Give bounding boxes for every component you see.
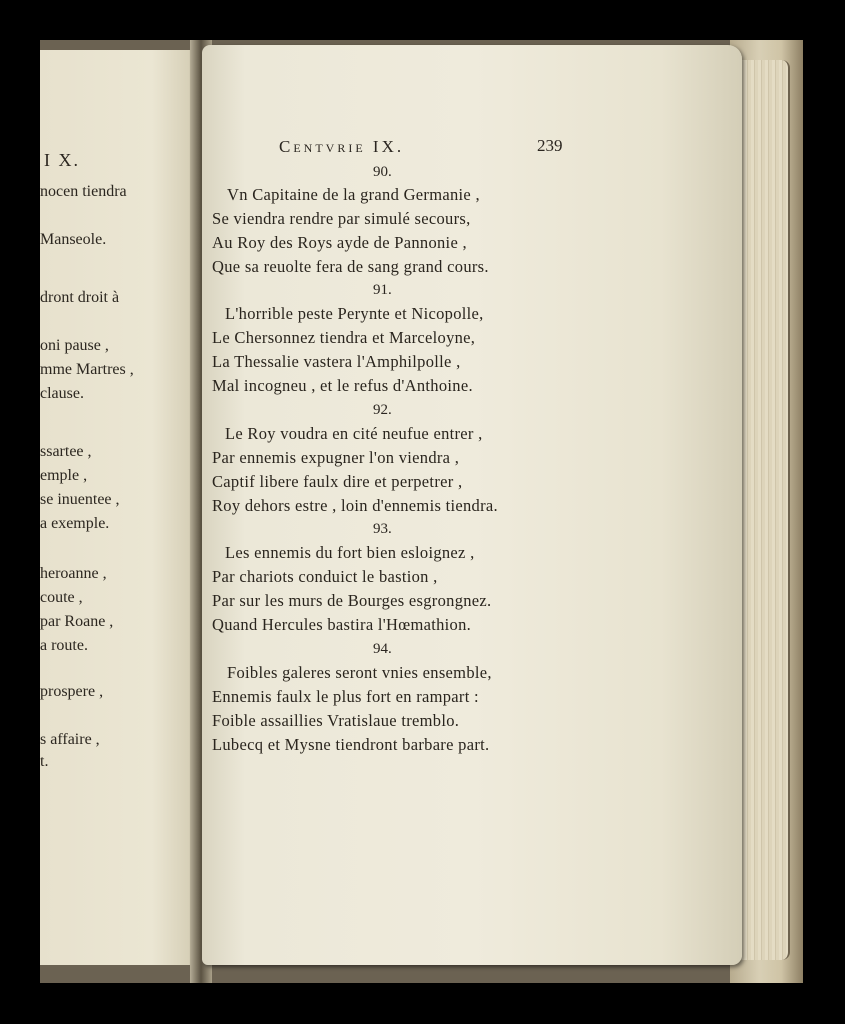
- quatrain-number: 90.: [373, 164, 392, 180]
- verse-line: Foible assaillies Vratislaue tremblo.: [212, 711, 460, 730]
- verse-line: Mal incogneu , et le refus d'Anthoine.: [212, 376, 473, 395]
- left-line: a exemple.: [40, 515, 110, 532]
- quatrain-number: 94.: [373, 641, 392, 657]
- verse-line: Vn Capitaine de la grand Germanie ,: [227, 185, 480, 204]
- page-number: 239: [537, 136, 563, 155]
- verse-line: Quand Hercules bastira l'Hœmathion.: [212, 615, 472, 634]
- verse-line: Se viendra rendre par simulé secours,: [212, 209, 471, 228]
- left-page-title: I X.: [44, 150, 80, 170]
- quatrain-number: 91.: [373, 282, 392, 298]
- left-line: heroanne ,: [40, 565, 107, 582]
- left-line: emple ,: [40, 467, 88, 484]
- left-line: Manseole.: [40, 231, 107, 248]
- left-line: nocen tiendra: [40, 183, 127, 200]
- verse-line: Captif libere faulx dire et perpetrer ,: [212, 472, 463, 491]
- verse-line: Au Roy des Roys ayde de Pannonie ,: [212, 233, 467, 252]
- verse-line: Les ennemis du fort bien esloignez ,: [225, 543, 475, 562]
- left-line: prospere ,: [40, 683, 104, 700]
- left-line: coute ,: [40, 589, 83, 606]
- verse-line: Ennemis faulx le plus fort en rampart :: [212, 687, 479, 706]
- verse-line: L'horrible peste Perynte et Nicopolle,: [225, 304, 484, 323]
- left-line: s affaire ,: [40, 731, 100, 748]
- left-line: par Roane ,: [40, 613, 114, 630]
- verse-line: Lubecq et Mysne tiendront barbare part.: [212, 735, 490, 754]
- left-line: mme Martres ,: [40, 361, 134, 378]
- verse-line: Par chariots conduict le bastion ,: [212, 567, 438, 586]
- verse-line: Par sur les murs de Bourges esgrongnez.: [212, 591, 492, 610]
- page-header: Centvrie IX.: [279, 137, 405, 156]
- quatrain-number: 92.: [373, 402, 392, 418]
- left-line: ssartee ,: [40, 443, 92, 460]
- verse-line: Le Chersonnez tiendra et Marceloyne,: [212, 328, 476, 347]
- verse-line: Par ennemis expugner l'on viendra ,: [212, 448, 460, 467]
- left-line: a route.: [40, 637, 88, 654]
- left-page: [40, 50, 200, 965]
- left-line: se inuentee ,: [40, 491, 120, 508]
- verse-line: Roy dehors estre , loin d'ennemis tiendra.: [212, 496, 498, 515]
- book-photo: [40, 40, 803, 983]
- verse-line: La Thessalie vastera l'Amphilpolle ,: [212, 352, 461, 371]
- verse-line: Que sa reuolte fera de sang grand cours.: [212, 257, 489, 276]
- verse-line: Foibles galeres seront vnies ensemble,: [227, 663, 492, 682]
- left-line: clause.: [40, 385, 84, 402]
- verse-line: Le Roy voudra en cité neufue entrer ,: [225, 424, 483, 443]
- quatrain-number: 93.: [373, 521, 392, 537]
- left-line: t.: [40, 753, 49, 770]
- left-line: dront droit à: [40, 289, 120, 306]
- left-line: oni pause ,: [40, 337, 109, 354]
